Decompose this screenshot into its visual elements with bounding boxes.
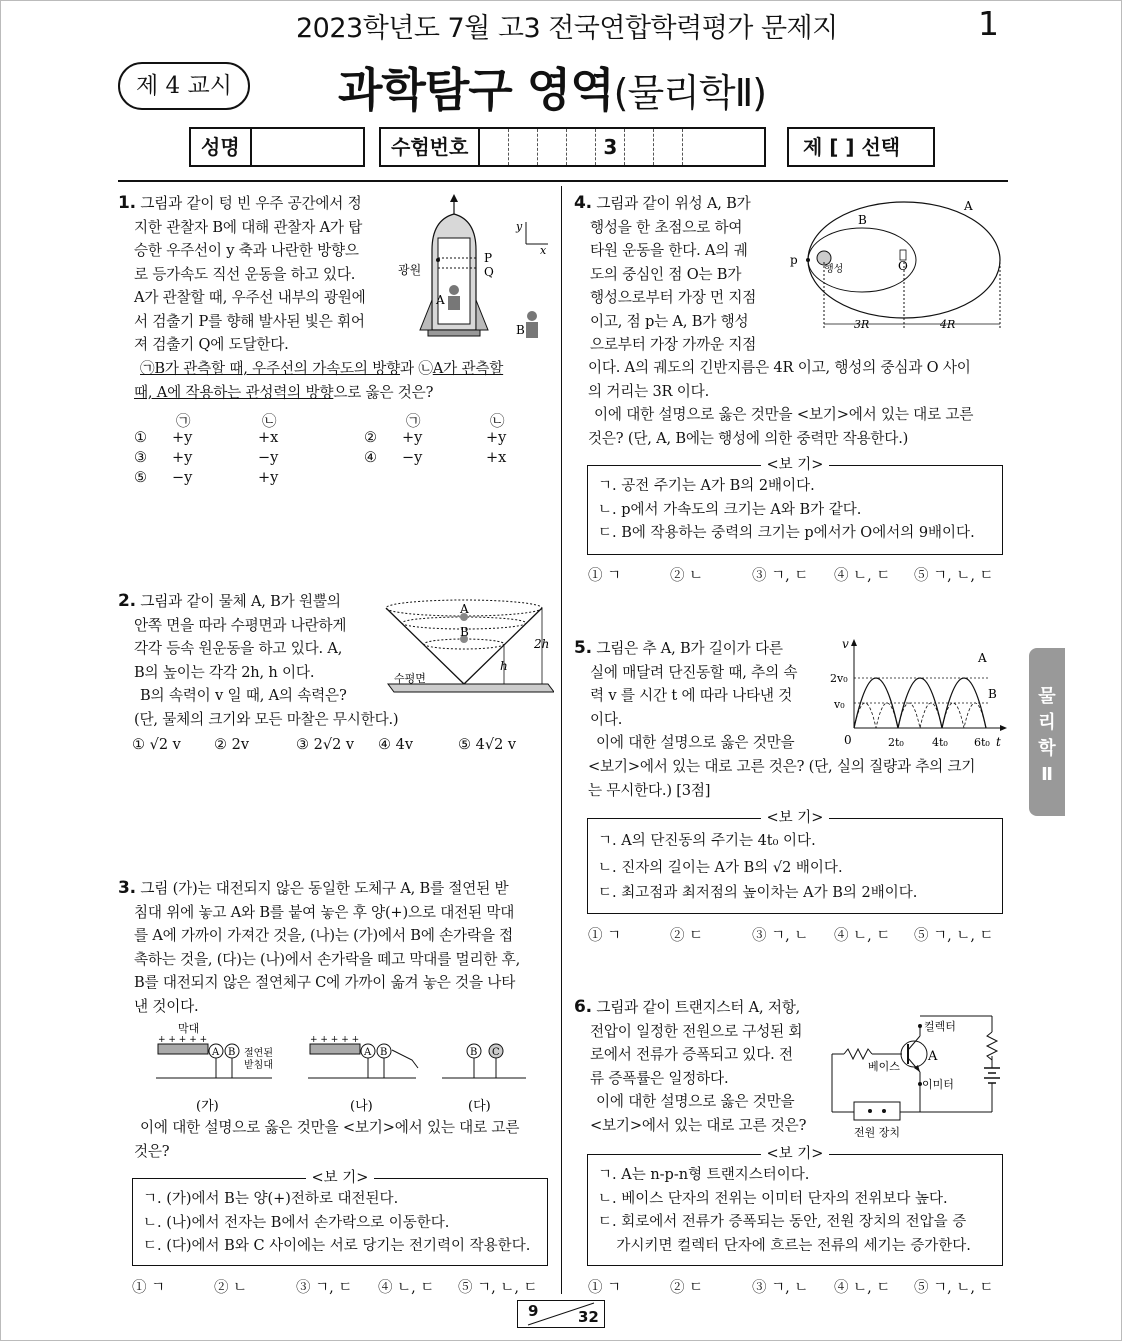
q3-line: 침대 위에 놓고 A와 B를 붙여 놓은 후 양(+)으로 대전된 막대: [134, 903, 515, 921]
q3-bogi-title: <보 기>: [306, 1170, 375, 1186]
q2-line: 그림과 같이 물체 A, B가 원뿔의: [140, 593, 341, 610]
q2-choices: [132, 737, 552, 757]
q4-choices: [588, 564, 1008, 584]
q5-fig-label: 2t₀: [888, 736, 904, 749]
q6-bogi-item: 가시키면 컬렉터 단자에 흐르는 전류의 세기는 증가한다.: [598, 1237, 971, 1254]
q6-choice-2[interactable]: ② ㄷ: [670, 1280, 704, 1296]
q5-choice-1[interactable]: ① ㄱ: [588, 928, 622, 944]
q3-line: 낸 것이다.: [134, 997, 199, 1015]
q6-line: 로에서 전류가 증폭되고 있다. 전: [590, 1046, 793, 1063]
q5-line: 이다.: [590, 710, 623, 728]
q2-line: (단, 물체의 크기와 모든 마찰은 무시한다.): [134, 710, 399, 728]
q6-bogi-title: <보 기>: [761, 1146, 830, 1162]
q4-line: 으로부터 가장 가까운 지점: [590, 336, 757, 353]
q4-line: 의 거리는 3R 이다.: [588, 382, 710, 400]
q6-fig-label: 이미터: [922, 1078, 954, 1091]
side-tab-char: 물: [1038, 686, 1056, 707]
q1-line: 지한 관찰자 B에 대해 관찰자 A가 탑: [134, 218, 363, 236]
q6-line: 류 증폭률은 일정하다.: [590, 1069, 729, 1087]
q1-choice-num[interactable]: ③: [134, 450, 147, 466]
q6-line: 전압이 일정한 전원으로 구성된 회: [590, 1022, 803, 1040]
q1-q-part: 으로 옳은 것은?: [333, 383, 434, 401]
q3-choices: [132, 1276, 552, 1296]
svg-text:+ + + + +: + + + + +: [158, 1035, 208, 1045]
side-tab-char: 학: [1038, 738, 1056, 759]
q6-bogi-item: ㄱ. A는 n-p-n형 트랜지스터이다.: [598, 1167, 810, 1183]
q2-choice-5[interactable]: ⑤ 4√2 v: [458, 737, 517, 753]
q2-choice-2[interactable]: ② 2v: [214, 737, 250, 753]
side-tab-char: 리: [1038, 712, 1056, 733]
q3-bogi-item: ㄱ. (가)에서 B는 양(+)전하로 대전된다.: [143, 1191, 399, 1207]
q4-line: 이에 대한 설명으로 옳은 것만을 <보기>에서 있는 대로 고른: [594, 406, 974, 423]
q6-bogi-box: [587, 1146, 1003, 1266]
q4-line: 그림과 같이 위성 A, B가: [596, 195, 751, 212]
q3-fig-label: C: [492, 1047, 500, 1058]
q1-choice-header: ㉡: [262, 414, 277, 430]
q4-fig-label: 4R: [940, 318, 956, 331]
q4-bogi-item: ㄱ. 공전 주기는 A가 B의 2배이다.: [598, 478, 815, 494]
q5-fig-label: t: [996, 735, 1001, 749]
q1-choice-header: ㉠: [176, 414, 191, 430]
q5-line: <보기>에서 있는 대로 고른 것은? (단, 실의 질량과 추의 크기: [588, 758, 976, 775]
q1-choice-header: ㉠: [406, 414, 421, 430]
q6-choice-5[interactable]: ⑤ ㄱ, ㄴ, ㄷ: [914, 1280, 994, 1296]
q6-line: <보기>에서 있는 대로 고른 것은?: [590, 1116, 807, 1134]
q6-line: 이에 대한 설명으로 옳은 것만을: [596, 1093, 795, 1110]
q1-choice-a: −y: [172, 470, 193, 486]
q2-fig-label: 수평면: [394, 672, 426, 685]
selection-box[interactable]: [787, 127, 935, 167]
exam-number-cell[interactable]: [480, 129, 509, 165]
q1-q-part: 때, A에 작용하는 관성력의 방향: [134, 383, 334, 401]
q4-number: 4.: [574, 193, 592, 213]
subject-title: [338, 54, 766, 120]
q5-fig-label: A: [978, 651, 987, 665]
q5-number: 5.: [574, 638, 592, 658]
name-box[interactable]: [189, 127, 365, 167]
q5-text: [574, 637, 824, 755]
q6-line: 그림과 같이 트랜지스터 A, 저항,: [596, 999, 801, 1016]
q1-q-part: 과 ㉡: [400, 360, 433, 377]
q3-fig-label: A: [364, 1047, 372, 1058]
q3-choice-4[interactable]: ④ ㄴ, ㄷ: [378, 1280, 435, 1296]
q5-bogi-item: ㄷ. 최고점과 최저점의 높이차는 A가 B의 2배이다.: [598, 885, 918, 901]
q5-choices: [588, 924, 1008, 944]
q3-fig-label: 절연된: [244, 1048, 273, 1059]
q1-fig-label: 광원: [398, 263, 422, 277]
q5-bogi-box: [587, 810, 1003, 914]
q5-bogi-title: <보 기>: [761, 810, 830, 826]
q2-choice-4[interactable]: ④ 4v: [378, 737, 414, 753]
q5-choice-3[interactable]: ③ ㄱ, ㄴ: [752, 928, 809, 944]
q1-choice-b: +x: [258, 430, 279, 446]
q6-fig-label: A: [928, 1049, 938, 1064]
q6-choice-4[interactable]: ④ ㄴ, ㄷ: [834, 1280, 891, 1296]
q5-line: 그림은 추 A, B가 길이가 다른: [596, 640, 783, 657]
q5-line: 이에 대한 설명으로 옳은 것만을: [596, 734, 795, 751]
q5-fig-label: 0: [844, 733, 852, 747]
q1-fig-label: y: [516, 220, 523, 233]
q3-fig-label: B: [228, 1047, 236, 1058]
q4-fig-label: O: [898, 259, 908, 273]
exam-number-box[interactable]: [379, 127, 766, 167]
q1-choice-b: +y: [258, 470, 279, 486]
q4-bogi-box: [587, 457, 1003, 555]
q4-orbit-figure: [784, 196, 1006, 336]
exam-title: 2023학년도 7월 고3 전국연합학력평가 문제지: [296, 13, 838, 44]
q3-fig-label: 받침대: [244, 1060, 273, 1071]
page-number: 1: [978, 4, 999, 43]
q2-fig-label: 2h: [534, 637, 550, 651]
q5-choice-4[interactable]: ④ ㄴ, ㄷ: [834, 928, 891, 944]
q2-line: B의 속력이 v 일 때, A의 속력은?: [140, 687, 347, 704]
exam-number-label: 수험번호: [381, 129, 480, 165]
q1-choice-a: −y: [402, 450, 423, 466]
q4-bogi-item: ㄷ. B에 작용하는 중력의 크기는 p에서가 O에서의 9배이다.: [598, 525, 975, 541]
q2-number: 2.: [118, 591, 136, 611]
q3-line: B를 대전되지 않은 절연체구 C에 가까이 옮겨 놓은 것을 나타: [134, 974, 516, 991]
q1-number: 1.: [118, 193, 136, 213]
q1-choice-header: ㉡: [490, 414, 505, 430]
q1-choices: [134, 410, 554, 490]
q4-text: [574, 192, 794, 357]
q4-line: 이다. A의 궤도의 긴반지름은 4R 이고, 행성의 중심과 O 사이: [588, 359, 971, 376]
q1-choice-b: +y: [486, 430, 507, 446]
exam-number-cell[interactable]: [567, 129, 596, 165]
q4-choice-5[interactable]: ⑤ ㄱ, ㄴ, ㄷ: [914, 568, 994, 584]
q3-choice-1[interactable]: ① ㄱ: [132, 1280, 166, 1296]
q4-fig-label: B: [858, 213, 867, 227]
selection-label: 제 [ ] 선택: [803, 135, 901, 159]
q3-text: [118, 877, 554, 1018]
q1-choice-a: +y: [402, 430, 423, 446]
q6-fig-label: 전원 장치: [854, 1126, 901, 1139]
q1-line: 승한 우주선이 y 축과 나란한 방향으: [134, 242, 359, 259]
q6-bogi-item: ㄴ. 베이스 단자의 전위는 이미터 단자의 전위보다 높다.: [598, 1190, 948, 1207]
header-divider: [118, 180, 1008, 182]
q4-line: 이고, 점 p는 A, B가 행성: [590, 312, 749, 330]
q2-line: 각각 등속 원운동을 하고 있다. A,: [134, 640, 343, 657]
exam-number-cell[interactable]: [654, 129, 683, 165]
q1-q-part: ㉠B가 관측할 때, 우주선의 가속도의 방향: [140, 360, 401, 377]
q2-cone-figure: [384, 596, 554, 696]
q4-line: 타원 운동을 한다. A의 궤: [590, 242, 748, 259]
q1-fig-label: A: [436, 293, 445, 307]
footer-page-box: [517, 1300, 605, 1328]
q6-choice-1[interactable]: ① ㄱ: [588, 1280, 622, 1296]
q3-question: [134, 1116, 554, 1163]
q4-line: 행성으로부터 가장 먼 지점: [590, 289, 757, 306]
q5-fig-label: 4t₀: [932, 736, 948, 749]
q3-fig-label: 막대: [178, 1022, 200, 1035]
q5-line: 력 v 를 시간 t 에 따라 나타낸 것: [590, 687, 793, 704]
q5-line: 실에 매달려 단진동할 때, 추의 속: [590, 663, 798, 681]
subject-main: 과학탐구 영역: [338, 63, 614, 117]
period-badge: 제 4 교시: [118, 62, 250, 110]
q1-fig-label: P: [484, 251, 493, 265]
q6-fig-label: 컬렉터: [924, 1020, 956, 1033]
q1-fig-label: x: [540, 244, 547, 257]
q6-choice-3[interactable]: ③ ㄱ, ㄴ: [752, 1280, 809, 1296]
q1-choice-a: +y: [172, 430, 193, 446]
q3-choice-3[interactable]: ③ ㄱ, ㄷ: [296, 1280, 353, 1296]
q2-line: B의 높이는 각각 2h, h 이다.: [134, 663, 315, 681]
q1-choice-num[interactable]: ④: [364, 450, 377, 466]
side-tab-char: Ⅱ: [1041, 764, 1053, 785]
q1-line: 서 검출기 P를 향해 발사된 빛은 휘어: [134, 312, 365, 330]
name-label: 성명: [191, 129, 252, 165]
q1-line: 져 검출기 Q에 도달한다.: [134, 336, 289, 353]
q1-text: [118, 192, 388, 357]
q5-bogi-item: ㄱ. A의 단진동의 주기는 4t₀ 이다.: [598, 833, 816, 849]
q3-fig-label: (가): [196, 1099, 219, 1114]
subject-side-tab: [1029, 648, 1065, 816]
q4-fig-label: 행성: [824, 264, 844, 275]
column-divider: [561, 186, 562, 1294]
q3-fig-label: A: [212, 1047, 220, 1058]
q5-line: 는 무시한다.) [3점]: [588, 781, 711, 799]
q1-choice-b: +x: [486, 450, 507, 466]
q3-fig-label: (나): [350, 1099, 373, 1114]
q3-fig-label: B: [380, 1047, 388, 1058]
q2-line: 안쪽 면을 따라 수평면과 나란하게: [134, 616, 347, 634]
q4-text-full: [588, 356, 1008, 450]
q6-circuit-figure: [828, 1010, 1008, 1140]
q5-fig-label: B: [988, 687, 997, 701]
exam-number-cell[interactable]: [538, 129, 567, 165]
q1-question: [134, 357, 554, 404]
q1-line: A가 관찰할 때, 우주선 내부의 광원에: [134, 289, 366, 306]
q3-choice-2[interactable]: ② ㄴ: [214, 1280, 248, 1296]
q6-fig-label: 베이스: [868, 1060, 900, 1073]
footer-total: 32: [578, 1308, 599, 1326]
q2-choice-3[interactable]: ③ 2√2 v: [296, 737, 355, 753]
q4-fig-label: A: [964, 199, 973, 213]
q5-fig-label: 2v₀: [830, 672, 848, 685]
exam-number-cell[interactable]: [625, 129, 654, 165]
q3-figure: [150, 1020, 530, 1116]
exam-number-digit[interactable]: 3: [596, 129, 625, 165]
q5-fig-label: 6t₀: [974, 736, 990, 749]
q4-fig-label: p: [790, 253, 798, 267]
q3-bogi-box: [132, 1170, 548, 1266]
svg-text:+ + + + +: + + + + +: [310, 1035, 360, 1045]
q1-choice-b: −y: [258, 450, 279, 466]
q5-bogi-item: ㄴ. 진자의 길이는 A가 B의 √2 배이다.: [598, 860, 843, 876]
q3-bogi-item: ㄴ. (나)에서 전자는 B에서 손가락으로 이동한다.: [143, 1214, 450, 1231]
q5-fig-label: v₀: [834, 698, 845, 711]
q6-text: [574, 996, 824, 1137]
q5-choice-5[interactable]: ⑤ ㄱ, ㄴ, ㄷ: [914, 928, 994, 944]
q1-choice-num[interactable]: ①: [134, 430, 147, 446]
q3-fig-label: (다): [468, 1099, 491, 1114]
q4-bogi-title: <보 기>: [761, 457, 830, 473]
q1-fig-label: B: [516, 323, 525, 337]
q5-fig-label: v: [842, 637, 849, 651]
q6-bogi-item: ㄷ. 회로에서 전류가 증폭되는 동안, 전원 장치의 전압을 증: [598, 1214, 967, 1230]
q3-line: 그림 (가)는 대전되지 않은 동일한 도체구 A, B를 절연된 받: [140, 880, 509, 897]
exam-number-cell[interactable]: [683, 129, 711, 165]
q3-fig-label: B: [470, 1047, 478, 1058]
q4-fig-label: 3R: [854, 318, 870, 331]
q4-line: 행성을 한 초점으로 하여: [590, 218, 743, 236]
q3-bogi-item: ㄷ. (다)에서 B와 C 사이에는 서로 당기는 전기력이 작용한다.: [143, 1238, 531, 1254]
q1-line: 그림과 같이 텅 빈 우주 공간에서 정: [140, 195, 362, 212]
footer-page: 9: [528, 1302, 539, 1320]
q3-question-line: 것은?: [134, 1142, 170, 1160]
q6-choices: [588, 1276, 1008, 1296]
q4-line: 것은? (단, A, B에는 행성에 의한 중력만 작용한다.): [588, 429, 909, 447]
q5-text-full: [588, 755, 1008, 802]
q3-question-line: 이에 대한 설명으로 옳은 것만을 <보기>에서 있는 대로 고른: [140, 1119, 520, 1136]
q2-fig-label: A: [460, 602, 469, 616]
q3-line: 를 A에 가까이 가져간 것을, (나)는 (가)에서 B에 손가락을 접: [134, 927, 514, 944]
q1-choice-num[interactable]: ②: [364, 430, 377, 446]
q4-choice-2[interactable]: ② ㄴ: [670, 568, 704, 584]
q1-q-part: A가 관측할: [432, 360, 504, 377]
subject-sub: (물리학Ⅱ): [613, 71, 767, 115]
q1-choice-a: +y: [172, 450, 193, 466]
q1-fig-label: Q: [484, 265, 494, 279]
q4-bogi-item: ㄴ. p에서 가속도의 크기는 A와 B가 같다.: [598, 501, 862, 518]
q4-choice-3[interactable]: ③ ㄱ, ㄷ: [752, 568, 809, 584]
q1-rocket-figure: [392, 190, 562, 350]
q1-line: 로 등가속도 직선 운동을 하고 있다.: [134, 265, 356, 283]
q2-choice-1[interactable]: ① √2 v: [132, 737, 181, 753]
q3-number: 3.: [118, 878, 136, 898]
q2-fig-label: B: [460, 625, 469, 639]
q1-choice-num[interactable]: ⑤: [134, 470, 147, 486]
q3-choice-5[interactable]: ⑤ ㄱ, ㄴ, ㄷ: [458, 1280, 538, 1296]
exam-number-cell[interactable]: [509, 129, 538, 165]
q4-choice-1[interactable]: ① ㄱ: [588, 568, 622, 584]
q4-line: 도의 중심인 점 O는 B가: [590, 265, 742, 283]
q4-choice-4[interactable]: ④ ㄴ, ㄷ: [834, 568, 891, 584]
q2-fig-label: h: [500, 659, 508, 673]
q5-choice-2[interactable]: ② ㄷ: [670, 928, 704, 944]
q6-number: 6.: [574, 997, 592, 1017]
q3-line: 촉하는 것을, (다)는 (나)에서 손가락을 떼고 막대를 멀리한 후,: [134, 950, 521, 968]
q5-graph-figure: [828, 636, 1010, 756]
